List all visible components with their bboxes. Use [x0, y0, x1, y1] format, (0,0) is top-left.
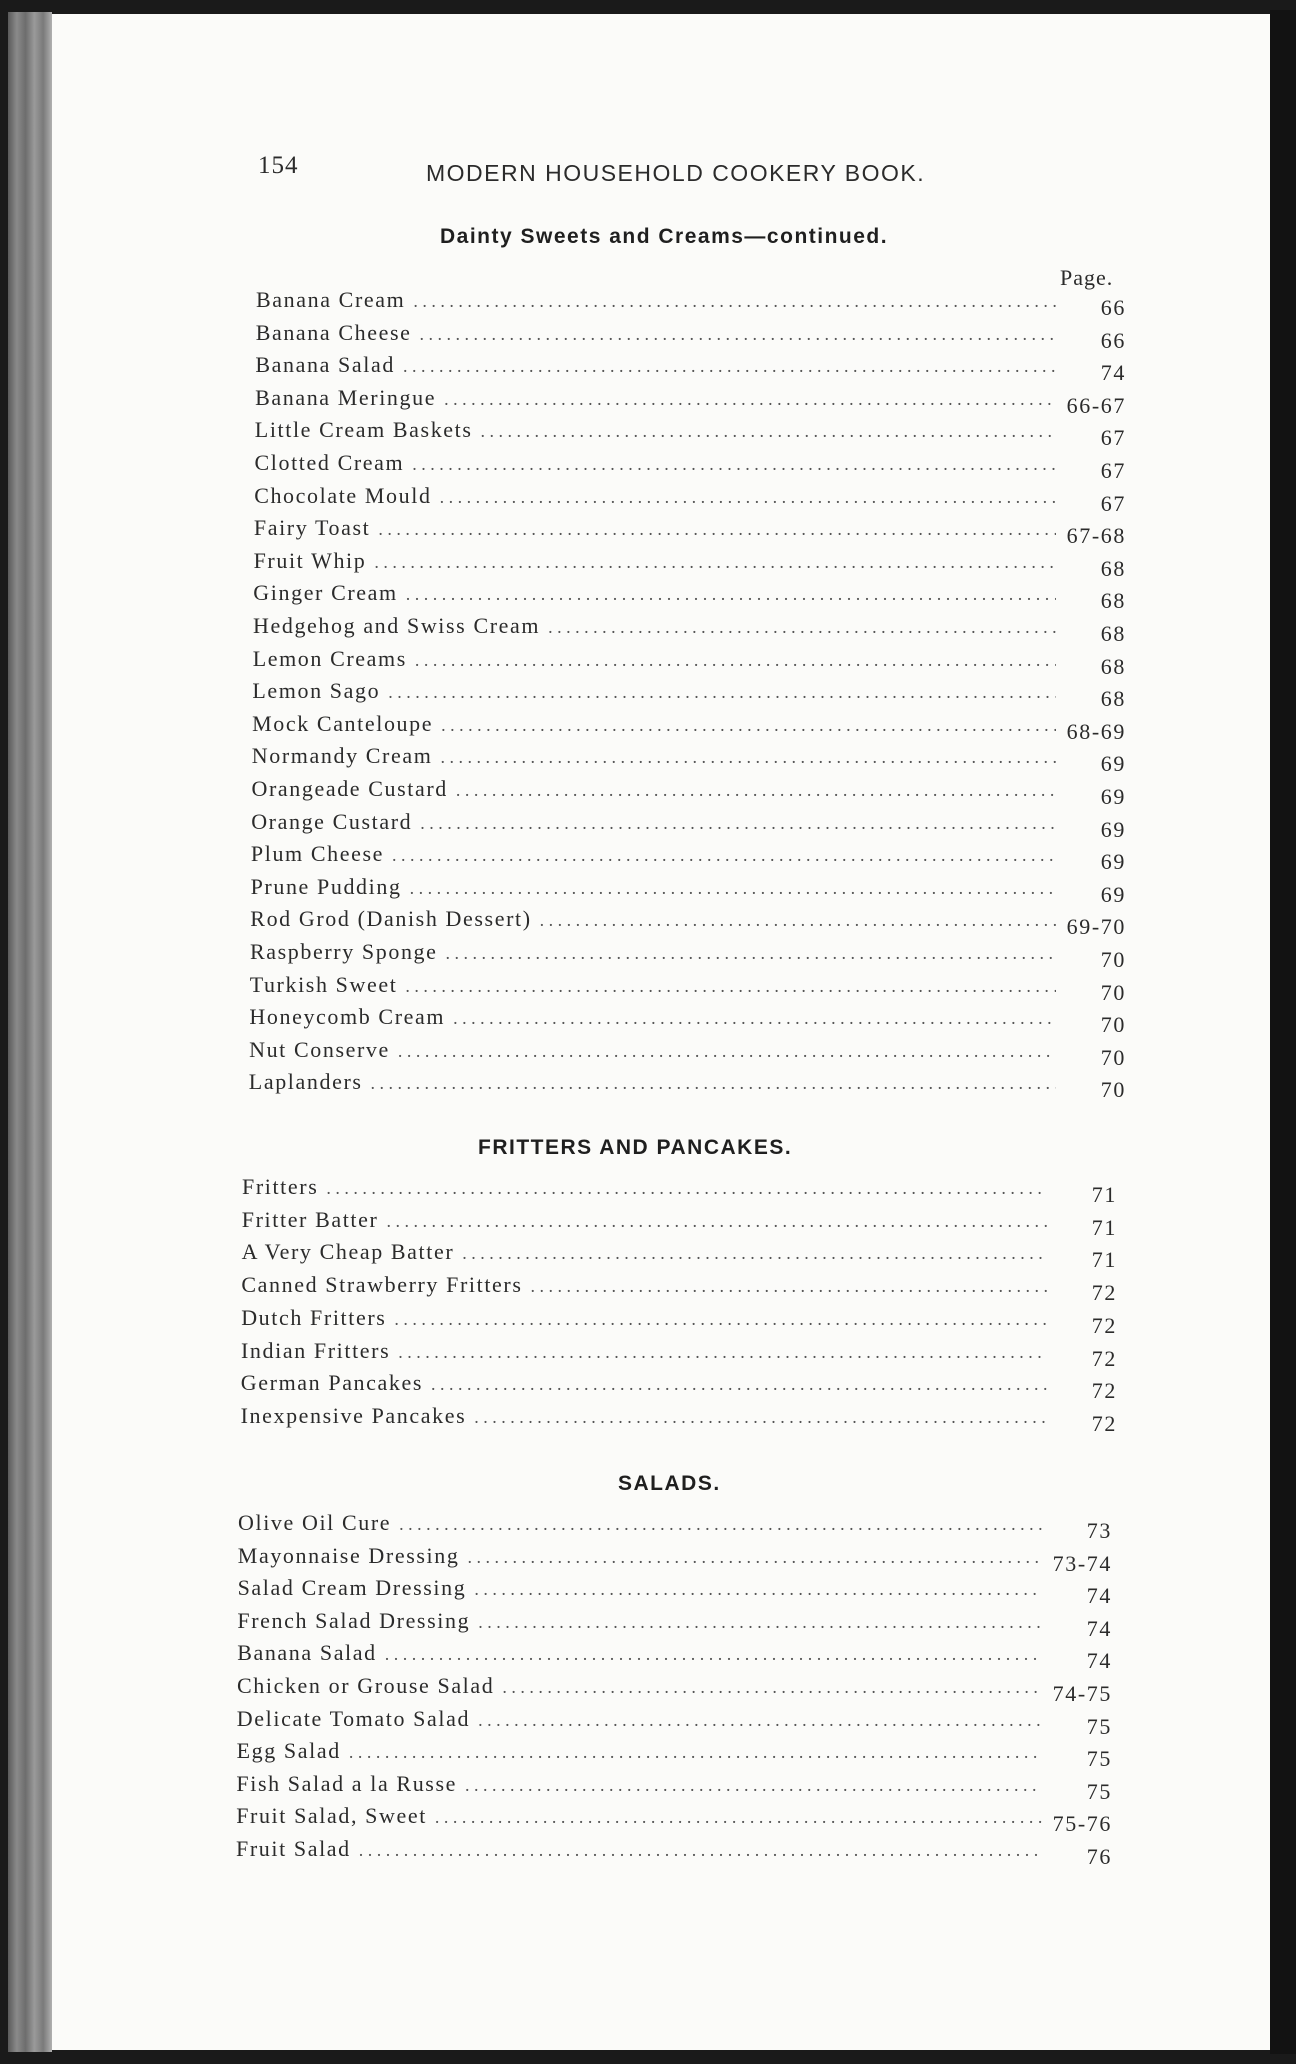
entry-title: Fruit Salad: [236, 1836, 351, 1861]
index-entry: [249, 1004, 1126, 1038]
section-heading-fritters: FRITTERS AND PANCAKES.: [478, 1136, 793, 1159]
dot-leader: [349, 1742, 1042, 1763]
index-entry: [250, 906, 1126, 940]
entry-title: Egg Salad: [236, 1738, 341, 1764]
entry-title: French Salad Dressing: [237, 1607, 471, 1633]
index-entry: [255, 384, 1126, 418]
dot-leader: [388, 682, 1056, 703]
index-entry: [254, 482, 1126, 516]
entry-title: Banana Meringue: [255, 384, 437, 410]
dot-leader: [378, 519, 1056, 540]
dot-leader: [403, 356, 1056, 377]
entry-page-ref: 74: [1086, 1648, 1112, 1674]
entry-page-ref: 69: [1100, 849, 1126, 875]
index-entry: [256, 287, 1126, 320]
entry-title: Laplanders: [248, 1069, 363, 1095]
entry-title: Fritter Batter: [241, 1206, 379, 1232]
entry-page-ref: 72: [1091, 1345, 1117, 1371]
entry-page-ref: 70: [1100, 1012, 1126, 1038]
dot-leader: [474, 1407, 1047, 1428]
dot-leader: [413, 291, 1056, 312]
entry-title: Mayonnaise Dressing: [237, 1542, 460, 1568]
entry-page-ref: 70: [1100, 1077, 1126, 1103]
entry-title: Normandy Cream: [251, 743, 433, 769]
index-entry: [240, 1370, 1117, 1404]
dot-leader: [531, 1276, 1047, 1297]
dot-leader: [415, 650, 1056, 671]
entry-page-ref: 72: [1091, 1378, 1117, 1404]
entry-title: Chocolate Mould: [254, 482, 432, 508]
entry-title: Ginger Cream: [253, 580, 398, 606]
index-entry: [240, 1402, 1117, 1436]
index-entry: [252, 678, 1126, 712]
dot-leader: [446, 943, 1056, 964]
index-entry: [251, 776, 1127, 809]
dot-leader: [398, 1342, 1047, 1363]
entry-title: Hedgehog and Swiss Cream: [253, 613, 541, 638]
entry-page-ref: 66: [1100, 327, 1126, 353]
dot-leader: [394, 1309, 1047, 1330]
entry-page-ref: 66-67: [1066, 392, 1126, 418]
index-entry: [254, 417, 1126, 451]
index-entry: [251, 808, 1126, 842]
index-entry: [237, 1542, 1112, 1576]
index-entry: [252, 710, 1126, 744]
entry-page-ref: 73: [1086, 1518, 1112, 1543]
entry-title: Fruit Whip: [253, 547, 367, 573]
index-entry: [254, 450, 1127, 483]
dot-leader: [410, 878, 1056, 899]
entry-title: German Pancakes: [240, 1370, 424, 1396]
entry-page-ref: 67-68: [1066, 523, 1126, 549]
entry-title: Banana Cheese: [255, 319, 412, 345]
entry-page-ref: 72: [1091, 1280, 1117, 1306]
entry-page-ref: 74: [1100, 360, 1126, 386]
dot-leader: [502, 1677, 1042, 1698]
entry-title: Banana Cream: [256, 287, 406, 312]
entry-page-ref: 68: [1100, 653, 1126, 679]
book-page-edges: [8, 12, 52, 2052]
entry-title: Inexpensive Pancakes: [240, 1402, 467, 1428]
entry-title: Banana Salad: [255, 352, 395, 378]
entry-title: Banana Salad: [237, 1640, 377, 1666]
entry-title: Turkish Sweet: [249, 971, 398, 997]
dot-leader: [462, 1243, 1047, 1264]
entry-page-ref: 71: [1091, 1182, 1117, 1207]
dot-leader: [412, 454, 1056, 475]
index-entry: [248, 1069, 1126, 1103]
entry-page-ref: 73-74: [1052, 1550, 1112, 1576]
index-entry: [253, 547, 1126, 581]
entry-title: Delicate Tomato Salad: [236, 1705, 471, 1731]
index-entry: [237, 1575, 1112, 1609]
dot-leader: [399, 1514, 1042, 1535]
entry-title: Canned Strawberry Fritters: [241, 1272, 523, 1298]
entry-page-ref: 70: [1100, 1044, 1126, 1070]
entry-page-ref: 72: [1091, 1312, 1117, 1338]
index-entry: [249, 971, 1126, 1005]
index-entry: [253, 580, 1126, 614]
entry-page-ref: 67: [1100, 425, 1126, 451]
entry-title: A Very Cheap Batter: [241, 1239, 455, 1265]
section-heading-dainty-sweets: Dainty Sweets and Creams—continued.: [440, 225, 889, 248]
dot-leader: [548, 617, 1056, 638]
entry-page-ref: 76: [1086, 1844, 1112, 1869]
entry-title: Prune Pudding: [250, 873, 402, 899]
entry-page-ref: 75: [1086, 1713, 1112, 1739]
dot-leader: [392, 845, 1056, 866]
entry-page-ref: 71: [1091, 1214, 1117, 1240]
dot-leader: [456, 780, 1056, 801]
entry-title: Orange Custard: [251, 808, 413, 834]
section-heading-salads: SALADS.: [618, 1472, 721, 1495]
index-entry: [253, 515, 1126, 549]
index-entry: [250, 873, 1126, 907]
entry-page-ref: 67: [1100, 490, 1126, 516]
dot-leader: [406, 584, 1056, 605]
entry-page-ref: 67: [1100, 458, 1126, 483]
entry-title: Indian Fritters: [241, 1337, 391, 1363]
entry-title: Fish Salad a la Russe: [236, 1770, 457, 1796]
dot-leader: [465, 1775, 1042, 1796]
entry-title: Fairy Toast: [253, 515, 371, 541]
index-entry: [255, 352, 1126, 386]
entry-page-ref: 69: [1100, 751, 1126, 777]
dot-leader: [374, 552, 1056, 573]
dot-leader: [440, 487, 1056, 508]
index-entry: [236, 1836, 1112, 1869]
dot-leader: [431, 1374, 1047, 1395]
page-number: 154: [258, 152, 299, 179]
dot-leader: [398, 1041, 1056, 1062]
index-entry: [241, 1272, 1117, 1306]
entry-title: Little Cream Baskets: [254, 417, 473, 443]
entry-title: Lemon Sago: [252, 678, 381, 704]
dot-leader: [385, 1644, 1042, 1665]
entry-page-ref: 74-75: [1052, 1681, 1112, 1706]
entry-page-ref: 74: [1086, 1615, 1112, 1641]
index-entry: [241, 1304, 1117, 1338]
dot-leader: [441, 715, 1056, 736]
dot-leader: [478, 1612, 1042, 1633]
page-header: [258, 152, 978, 192]
entry-title: Raspberry Sponge: [250, 939, 438, 964]
entry-title: Fritters: [242, 1174, 319, 1199]
entry-page-ref: 75: [1086, 1746, 1112, 1772]
dot-leader: [444, 389, 1056, 410]
dot-leader: [326, 1178, 1047, 1199]
index-entry: [236, 1803, 1112, 1837]
entry-title: Chicken or Grouse Salad: [237, 1673, 495, 1698]
index-entry: [241, 1239, 1117, 1273]
entry-page-ref: 69: [1100, 881, 1126, 907]
entry-page-ref: 75-76: [1052, 1811, 1112, 1837]
book-spine-shadow: [1270, 10, 1296, 2054]
index-entry: [250, 841, 1126, 875]
entry-title: Fruit Salad, Sweet: [236, 1803, 427, 1829]
entry-title: Lemon Creams: [252, 645, 407, 671]
entry-page-ref: 66: [1100, 295, 1126, 320]
dot-leader: [540, 910, 1056, 931]
index-entry: [251, 743, 1126, 777]
entry-page-ref: 69: [1100, 816, 1126, 842]
entry-title: Plum Cheese: [250, 841, 384, 867]
dot-leader: [420, 813, 1056, 834]
entry-page-ref: 68: [1100, 588, 1126, 614]
dot-leader: [481, 421, 1056, 442]
index-entry: [253, 613, 1126, 646]
entry-page-ref: 68: [1100, 555, 1126, 581]
entry-page-ref: 70: [1100, 979, 1126, 1005]
dot-leader: [386, 1211, 1047, 1232]
index-entry: [241, 1337, 1117, 1371]
index-entry: [236, 1770, 1112, 1804]
index-entry: [236, 1705, 1112, 1739]
index-entry: [249, 1036, 1126, 1070]
entry-page-ref: 68: [1100, 621, 1126, 646]
dot-leader: [453, 1008, 1056, 1029]
dot-leader: [440, 747, 1056, 768]
entry-page-ref: 72: [1091, 1410, 1117, 1436]
index-entry: [241, 1206, 1117, 1240]
entry-page-ref: 70: [1100, 947, 1126, 972]
entry-page-ref: 69: [1100, 784, 1126, 809]
index-entry: [236, 1738, 1112, 1772]
entry-title: Nut Conserve: [249, 1036, 390, 1062]
index-entry: [252, 645, 1126, 679]
index-entry: [242, 1174, 1117, 1207]
entry-page-ref: 74: [1086, 1583, 1112, 1609]
entry-title: Honeycomb Cream: [249, 1004, 446, 1030]
index-entry: [238, 1510, 1112, 1543]
dot-leader: [359, 1840, 1042, 1861]
entry-title: Salad Cream Dressing: [237, 1575, 467, 1601]
entry-page-ref: 68: [1100, 686, 1126, 712]
dot-leader: [420, 324, 1056, 345]
index-entry: [237, 1607, 1112, 1641]
entry-title: Clotted Cream: [254, 450, 405, 475]
entry-page-ref: 71: [1091, 1247, 1117, 1273]
index-entry: [237, 1640, 1112, 1674]
entry-title: Mock Canteloupe: [252, 710, 434, 736]
dot-leader: [405, 976, 1056, 997]
entry-page-ref: 68-69: [1066, 718, 1126, 744]
dot-leader: [478, 1710, 1042, 1731]
running-title: MODERN HOUSEHOLD COOKERY BOOK.: [426, 160, 926, 186]
dot-leader: [474, 1579, 1042, 1600]
index-entry: [237, 1673, 1112, 1706]
entry-title: Dutch Fritters: [241, 1304, 387, 1330]
entry-title: Rod Grod (Danish Dessert): [250, 906, 532, 932]
dot-leader: [435, 1807, 1042, 1828]
entry-page-ref: 75: [1086, 1778, 1112, 1804]
index-entry: [250, 939, 1126, 972]
entry-title: Orangeade Custard: [251, 776, 448, 801]
index-entry: [255, 319, 1126, 353]
dot-leader: [371, 1073, 1056, 1094]
entry-title: Olive Oil Cure: [238, 1510, 392, 1535]
entry-page-ref: 69-70: [1066, 914, 1126, 940]
dot-leader: [467, 1547, 1042, 1568]
page-column-label: Page.: [1060, 265, 1114, 290]
